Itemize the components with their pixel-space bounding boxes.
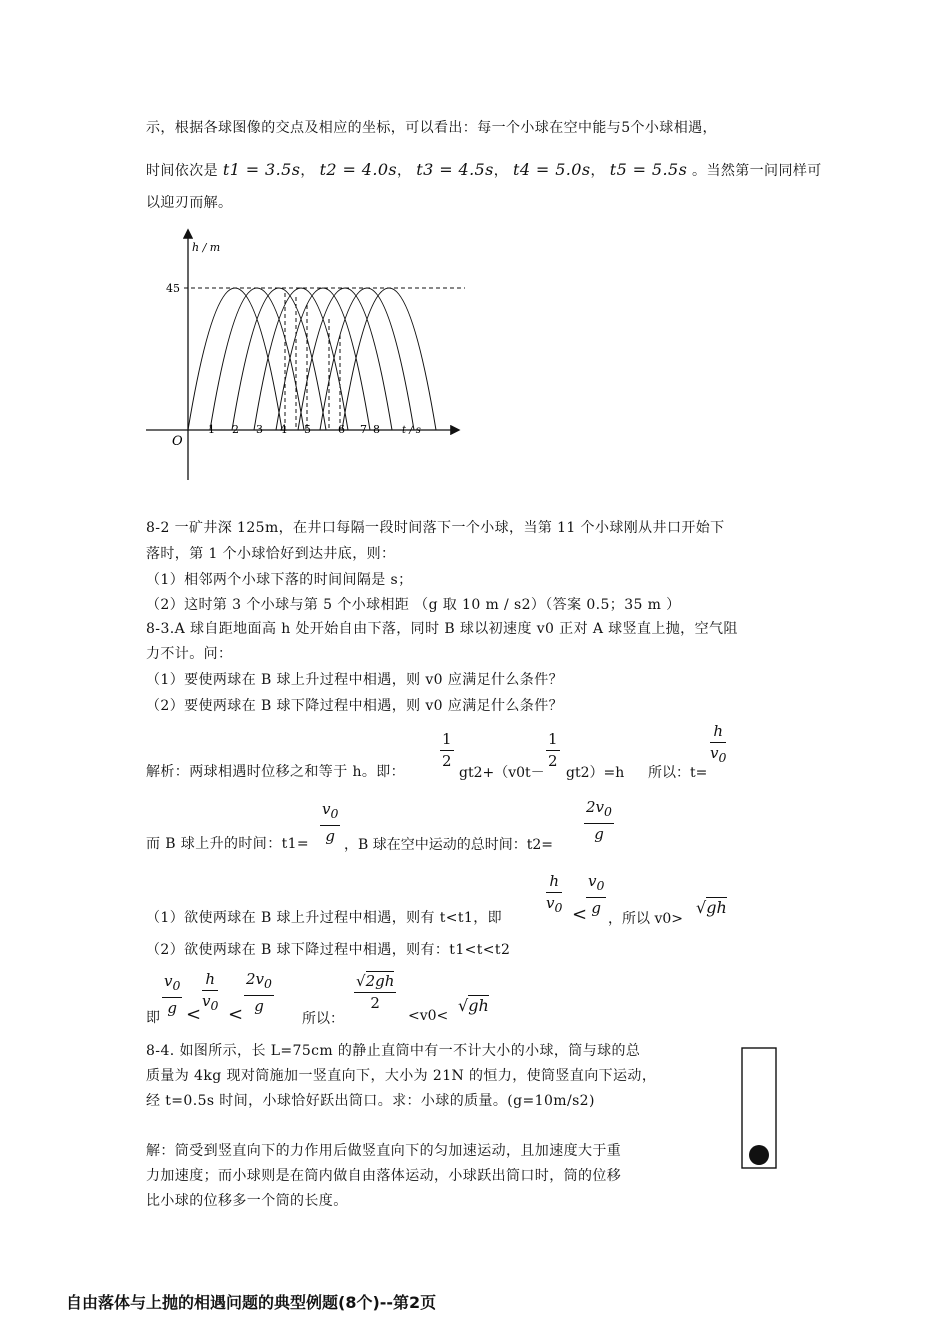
p83-cond3-c: <v0< (408, 1008, 449, 1024)
fraction-2v0-over-g: $\frac{2v_0}{g}$ (586, 798, 612, 843)
time-t2: t2 = 4.0s (319, 160, 398, 179)
p83-line-1: 8-3.A 球自距地面高 h 处开始自由下落，同时 B 球以初速度 v0 正对 A 球竖直上抛，空气阻 (146, 621, 738, 637)
page-footer: 自由落体与上抛的相遇问题的典型例题(8个)--第2页 (66, 1293, 437, 1312)
y-axis-label: h / m (192, 241, 221, 254)
x-tick-6: 6 (338, 423, 345, 436)
fraction-v0-over-g: $\frac{v_0}{g}$ (322, 800, 339, 845)
time-t4: t4 = 5.0s (513, 160, 591, 179)
p83-solution-a: 解析：两球相遇时位移之和等于 h。即： (146, 764, 406, 780)
intro-line-2-suffix: 。当然第一问同样可 (692, 163, 822, 179)
p83-line-3: （1）要使两球在 B 球上升过程中相遇，则 v0 应满足什么条件？ (146, 672, 564, 688)
p83-cond1-b: ，所以 v0> (608, 911, 683, 927)
trajectory-7 (320, 288, 414, 430)
height-time-graph (140, 225, 470, 485)
fraction-half-1: $\frac{1}{2}$ (442, 730, 452, 770)
x-tick-1: 1 (208, 423, 215, 436)
p83-line-4: （2）要使两球在 B 球下降过程中相遇，则 v0 应满足什么条件？ (146, 698, 564, 714)
time-t5: t5 = 5.5s (609, 160, 688, 179)
y-tick-45: 45 (166, 282, 180, 295)
ball (749, 1145, 769, 1165)
intro-line-2: 时间依次是 t1 = 3.5s， t2 = 4.0s， t3 = 4.5s， t4 = 5.0s， t5 = 5.5s 。当然第一问同样可 (146, 160, 822, 179)
x-tick-5: 5 (304, 423, 311, 436)
x-tick-3: 3 (256, 423, 263, 436)
p83-solution-c: gt2）=h (566, 765, 625, 781)
p82-line-3: （1）相邻两个小球下落的时间间隔是 s； (146, 572, 413, 588)
p82-line-1: 8-2 一矿井深 125m，在井口每隔一段时间落下一个小球，当第 11 个小球刚从井口开始下 (146, 520, 725, 536)
ball-trajectories (188, 288, 436, 430)
x-tick-7: 7 (360, 423, 367, 436)
p82-line-2: 落时，第 1 个小球恰好到达井底，则： (146, 546, 396, 562)
x-tick-2: 2 (232, 423, 239, 436)
p83-cond2: （2）欲使两球在 B 球下降过程中相遇，则有：t1<t<t2 (146, 942, 511, 958)
fraction-h-over-v0-2: $\frac{h}{v_0}$ (546, 872, 563, 915)
p84-solution-1: 解：筒受到竖直向下的力作用后做竖直向下的匀加速运动，且加速度大于重 (146, 1143, 622, 1159)
p83-line-2: 力不计。问： (146, 646, 233, 662)
p84-line-2: 质量为 4kg 现对筒施加一竖直向下，大小为 21N 的恒力，使筒竖直向下运动， (146, 1068, 657, 1084)
fraction-v0-over-g-3: $\frac{v_0}{g}$ (164, 972, 181, 1017)
sqrt-gh-2: √gh (458, 996, 489, 1015)
less-than-1: < (572, 904, 588, 925)
intro-line-1: 示，根据各球图像的交点及相应的坐标，可以看出：每一个小球在空中能与5个小球相遇， (146, 120, 717, 136)
fraction-v0-over-g-2: $\frac{v_0}{g}$ (588, 872, 605, 917)
p84-line-3: 经 t=0.5s 时间，小球恰好跃出筒口。求：小球的质量。(g=10m/s2) (146, 1093, 595, 1109)
x-tick-8: 8 (373, 423, 380, 436)
intro-line-3: 以迎刃而解。 (146, 195, 233, 211)
tube-diagram (740, 1046, 780, 1172)
fraction-2v0-over-g-2: $\frac{2v_0}{g}$ (246, 970, 272, 1015)
p83-rise-a: 而 B 球上升的时间：t1= (146, 836, 310, 852)
x-axis-label: t / s (402, 425, 421, 436)
origin-label: O (172, 434, 183, 449)
p82-line-4: （2）这时第 3 个小球与第 5 个小球相距 （g 取 10 m / s2）（答案 0.5；35 m ） (146, 597, 681, 613)
p83-cond1-a: （1）欲使两球在 B 球上升过程中相遇，则有 t<t1，即 (146, 910, 503, 926)
sqrt-gh-1: √gh (696, 898, 727, 917)
fraction-half-2: $\frac{1}{2}$ (548, 730, 558, 770)
p83-cond3-a: 即 (146, 1010, 161, 1026)
fraction-sqrt2gh-over-2: $\frac{√2gh}{2}$ (356, 972, 395, 1012)
p84-solution-2: 力加速度；而小球则是在筒内做自由落体运动，小球跃出筒口时，筒的位移 (146, 1168, 622, 1184)
x-tick-4: 4 (280, 423, 287, 436)
time-t1: t1 = 3.5s (222, 160, 301, 179)
p83-cond3-b: 所以： (302, 1011, 344, 1027)
less-than-3: < (228, 1004, 244, 1025)
trajectory-6 (298, 288, 392, 430)
less-than-2: < (186, 1004, 202, 1025)
p83-rise-b: ，B 球在空中运动的总时间：t2= (344, 837, 554, 853)
p83-solution-b: gt2+（v0t－ (459, 765, 545, 781)
p83-solution-d: 所以：t= (648, 765, 708, 781)
trajectory-8 (342, 288, 436, 430)
p84-line-1: 8-4. 如图所示，长 L=75cm 的静止直筒中有一不计大小的小球，筒与球的总 (146, 1043, 641, 1059)
intro-line-2-prefix: 时间依次是 (146, 163, 218, 179)
fraction-h-over-v0-3: $\frac{h}{v_0}$ (202, 970, 219, 1013)
time-t3: t3 = 4.5s (416, 160, 494, 179)
p84-solution-3: 比小球的位移多一个筒的长度。 (146, 1193, 348, 1209)
fraction-h-over-v0: $\frac{h}{v_0}$ (710, 722, 727, 765)
